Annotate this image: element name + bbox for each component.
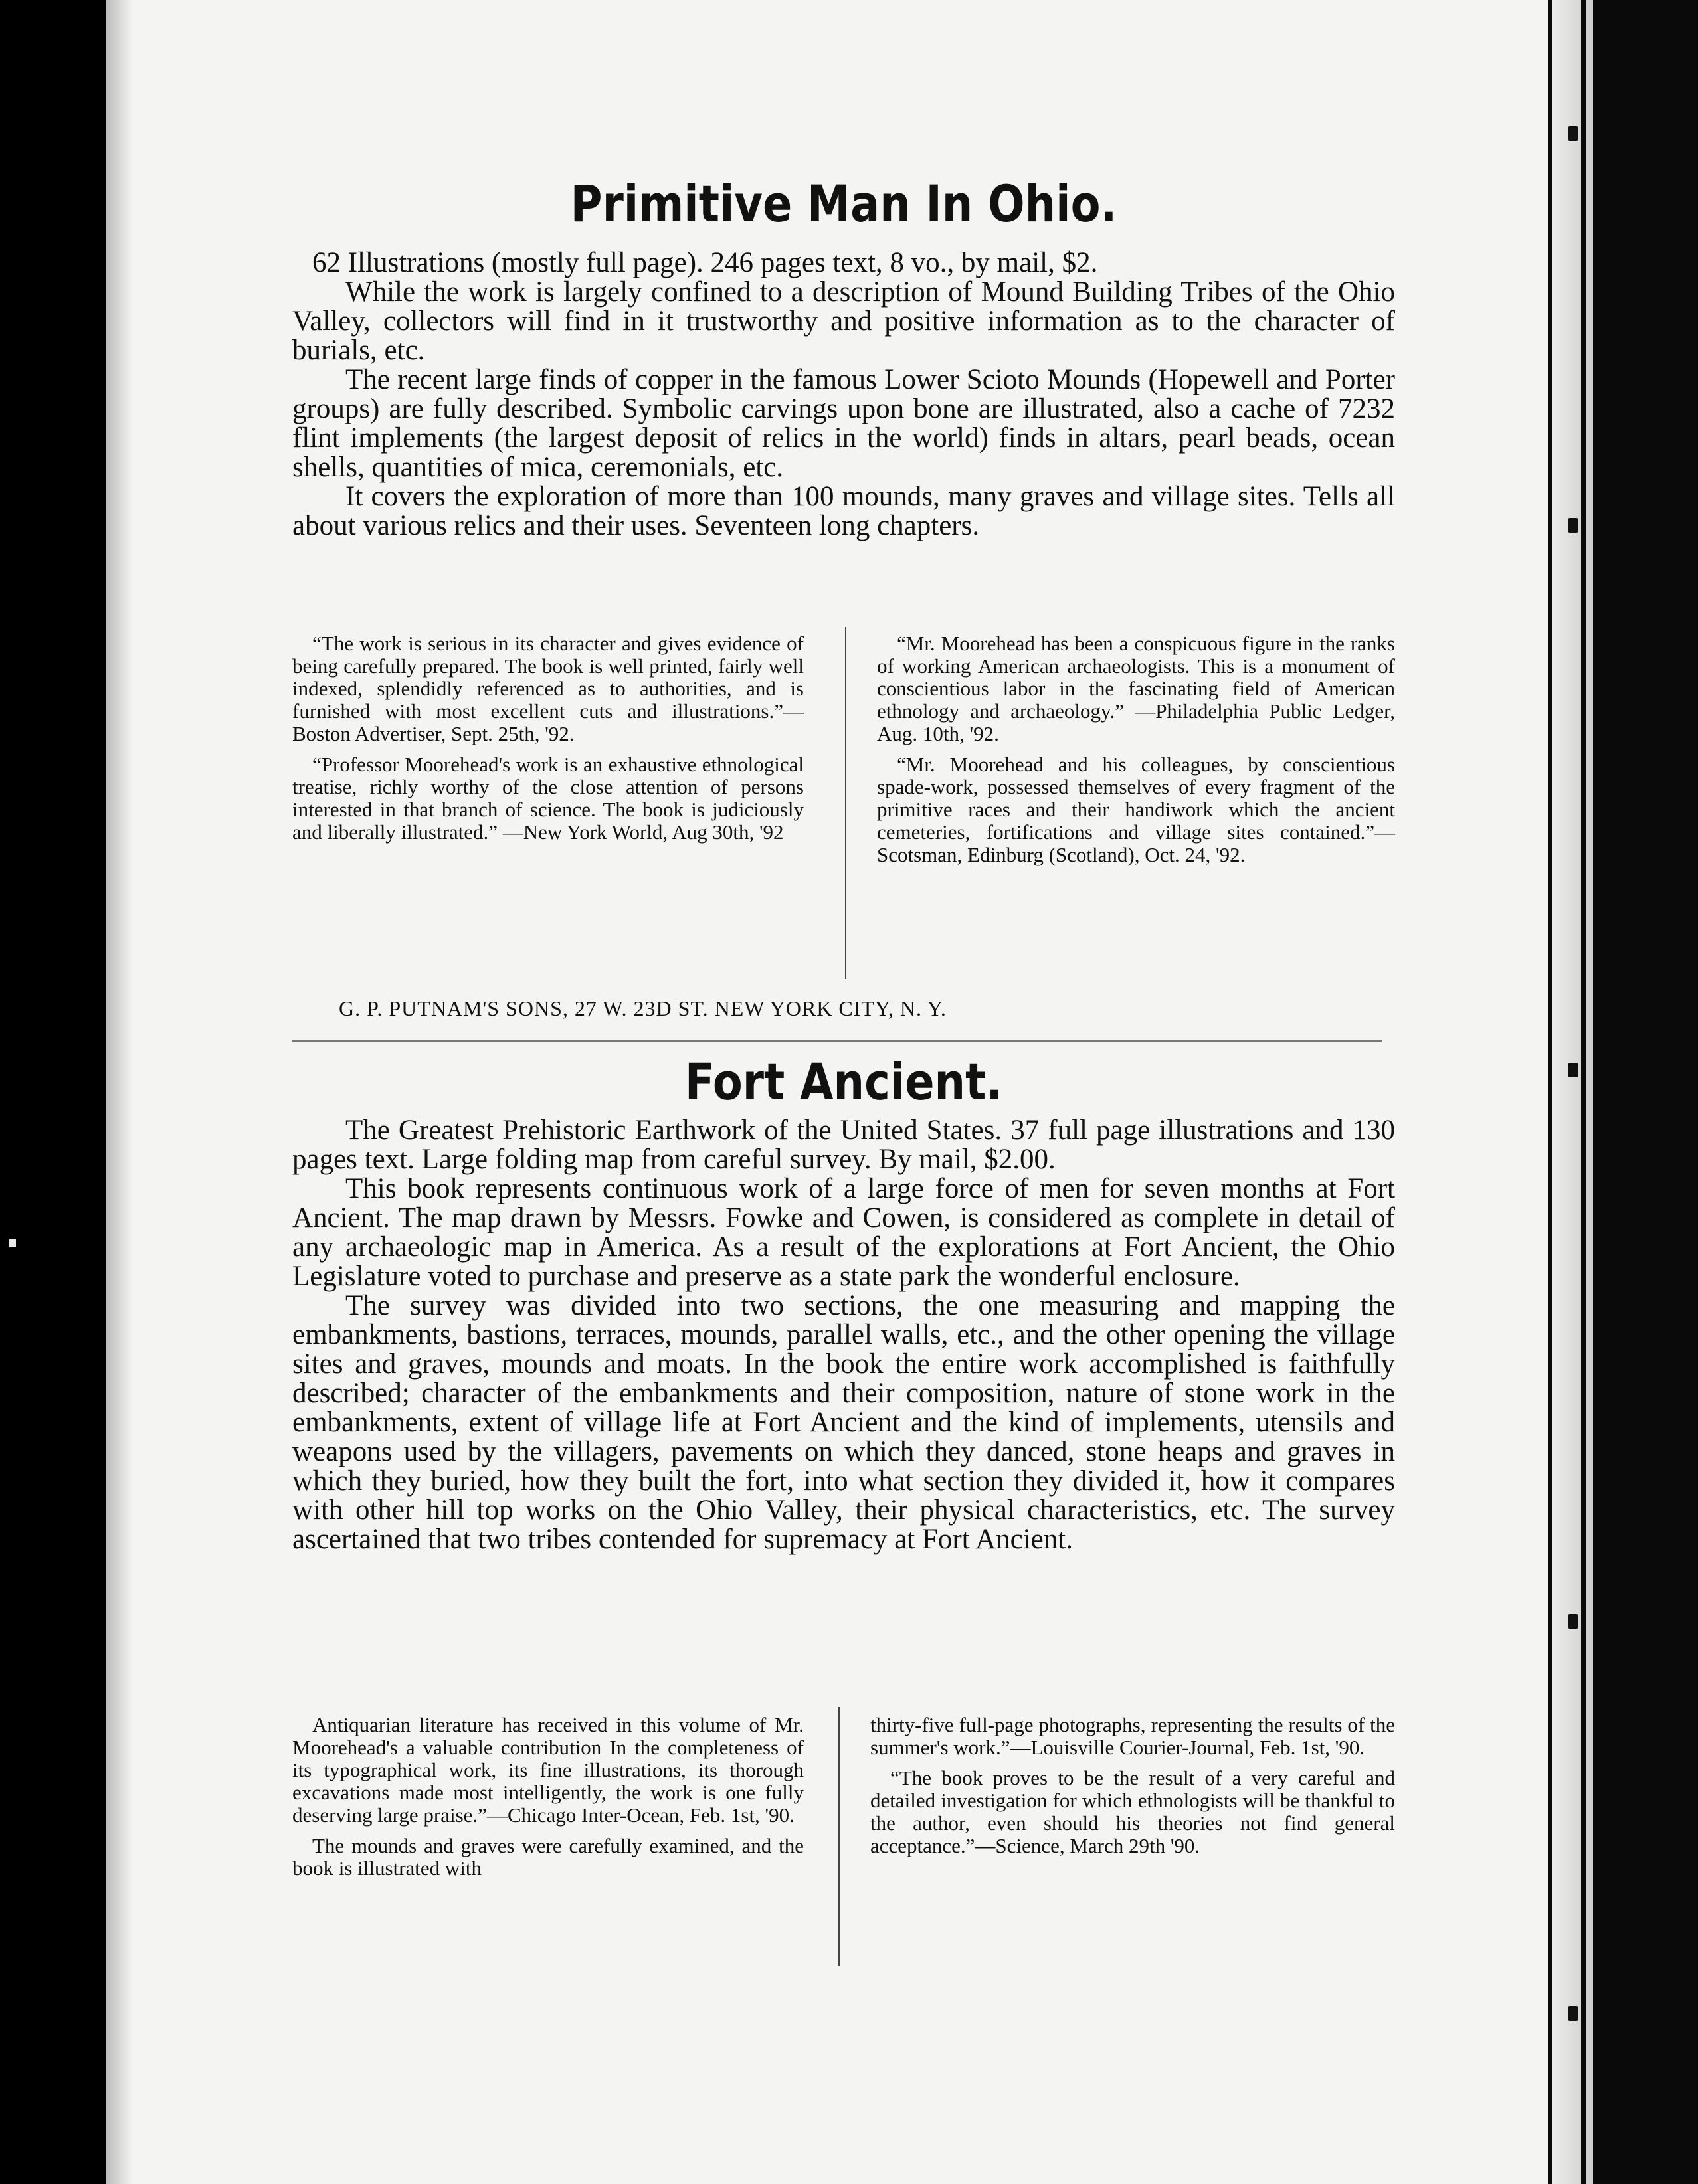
section2-paragraph: This book represents continuous work of a large force of men for seven months at Fort Ancient. The map drawn by Messrs. Fowke and Cowen, is considered as complete in detail of any archaeologic map in America. As a result of the explorations at Fort Ancient, the Ohio Legislature voted to purchase and preserve as a state park the wonderful enclosure. [292, 1173, 1395, 1292]
section1-paragraph: It covers the exploration of more than 100 mounds, many graves and village sites. Tells all about various relics and their uses. Seventeen long chapters. [292, 481, 1395, 541]
page-edge-strip [1552, 0, 1581, 2184]
section-title-primitive-man: Primitive Man In Ohio. [570, 174, 1117, 233]
binding-mark [1568, 1614, 1578, 1629]
review-quote: “Professor Moorehead's work is an exhaustive ethnological treatise, richly worthy of the close attention of persons interested in that branch of science. The book is judiciously and liberally illustrated.” —New York World, Aug 30th, '92 [292, 753, 804, 844]
binding-mark [1568, 1063, 1578, 1077]
section2-reviews-right [870, 1714, 1395, 1865]
section2-paragraph: The survey was divided into two sections, the one measuring and mapping the embankments, bastions, terraces, mounds, parallel walls, etc., and the other opening the village sites and graves, mounds and moats. In the book the entire work accomplished is faithfully described; character of the embankments and their composition, nature of stone work in the embankments, extent of village life at Fort Ancient and the kind of implements, utensils and weapons used by the villagers, pavements on which they danced, stone heaps and graves in which they buried, how they built the fort, into what section they divided it, how it compares with other hill top works on the Ohio Valley, their physical characteristics, etc. The survey ascertained that two tribes contended for supremacy at Fort Ancient. [292, 1290, 1395, 1555]
section2-paragraph: The Greatest Prehistoric Earthwork of the United States. 37 full page illustrations and 130 pages text. Large folding map from careful survey. By mail, $2.00. [292, 1115, 1395, 1175]
section1-reviews-right [877, 632, 1395, 874]
adjacent-page-edge [1548, 0, 1698, 2184]
publisher-line: G. P. PUTNAM'S SONS, 27 W. 23D ST. NEW YORK CITY, N. Y. [339, 996, 947, 1020]
binding-mark [1568, 126, 1578, 141]
column-divider [838, 1707, 840, 1966]
section-title-fort-ancient: Fort Ancient. [684, 1052, 1003, 1111]
section-divider [292, 1040, 1382, 1042]
page-edge-strip [1586, 0, 1593, 2184]
review-quote: “The book proves to be the result of a very careful and detailed investigation for which ethnologists will be thankful to the author, even should his theories not find general acceptance.”—Science, March 29th '90. [870, 1766, 1395, 1857]
section2-reviews-left [292, 1714, 804, 1888]
section1-paragraph: While the work is largely confined to a description of Mound Building Tribes of the Ohio Valley, collectors will find in it trustworthy and positive information as to the character of burials, etc. [292, 276, 1395, 366]
review-quote: The mounds and graves were carefully examined, and the book is illustrated with [292, 1834, 804, 1880]
column-divider [845, 627, 846, 979]
review-quote: Antiquarian literature has received in this volume of Mr. Moorehead's a valuable contribution In the completeness of its typographical work, its fine illustrations, its thorough excavations made most intelligently, the work is one fully deserving large praise.”—Chicago Inter-Ocean, Feb. 1st, '90. [292, 1713, 804, 1827]
section1-body [292, 248, 1395, 541]
review-quote: “The work is serious in its character and gives evidence of being carefully prepared. The book is well printed, fairly well indexed, splendidly referenced as to authorities, and is furnished with most excellent cuts and illustrations.”—Boston Advertiser, Sept. 25th, '92. [292, 632, 804, 745]
section1-reviews-left [292, 632, 804, 852]
page-gutter-shadow [106, 0, 133, 2184]
section1-paragraph: 62 Illustrations (mostly full page). 246 pages text, 8 vo., by mail, $2. [312, 247, 1098, 278]
binding-mark [1568, 518, 1578, 533]
review-quote: “Mr. Moorehead and his colleagues, by conscientious spade-work, possessed themselves of every fragment of the primitive races and their handiwork which the ancient cemeteries, fortifications and village sites contained.”—Scotsman, Edinburg (Scotland), Oct. 24, '92. [877, 753, 1395, 866]
review-quote: thirty-five full-page photographs, representing the results of the summer's work.”—Louisville Courier-Journal, Feb. 1st, '90. [870, 1713, 1395, 1759]
section1-paragraph: The recent large finds of copper in the famous Lower Scioto Mounds (Hopewell and Porter groups) are fully described. Symbolic carvings upon bone are illustrated, also a cache of 7232 flint implements (the largest deposit of relics in the world) finds in altars, pearl beads, ocean shells, quantities of mica, ceremonials, etc. [292, 364, 1395, 483]
review-quote: “Mr. Moorehead has been a conspicuous figure in the ranks of working American archaeologists. This is a monument of conscientious labor in the fascinating field of American ethnology and archaeology.” —Philadelphia Public Ledger, Aug. 10th, '92. [877, 632, 1395, 745]
binding-mark [1568, 2006, 1578, 2021]
scan-artifact [9, 1239, 16, 1247]
section2-body [292, 1116, 1395, 1554]
